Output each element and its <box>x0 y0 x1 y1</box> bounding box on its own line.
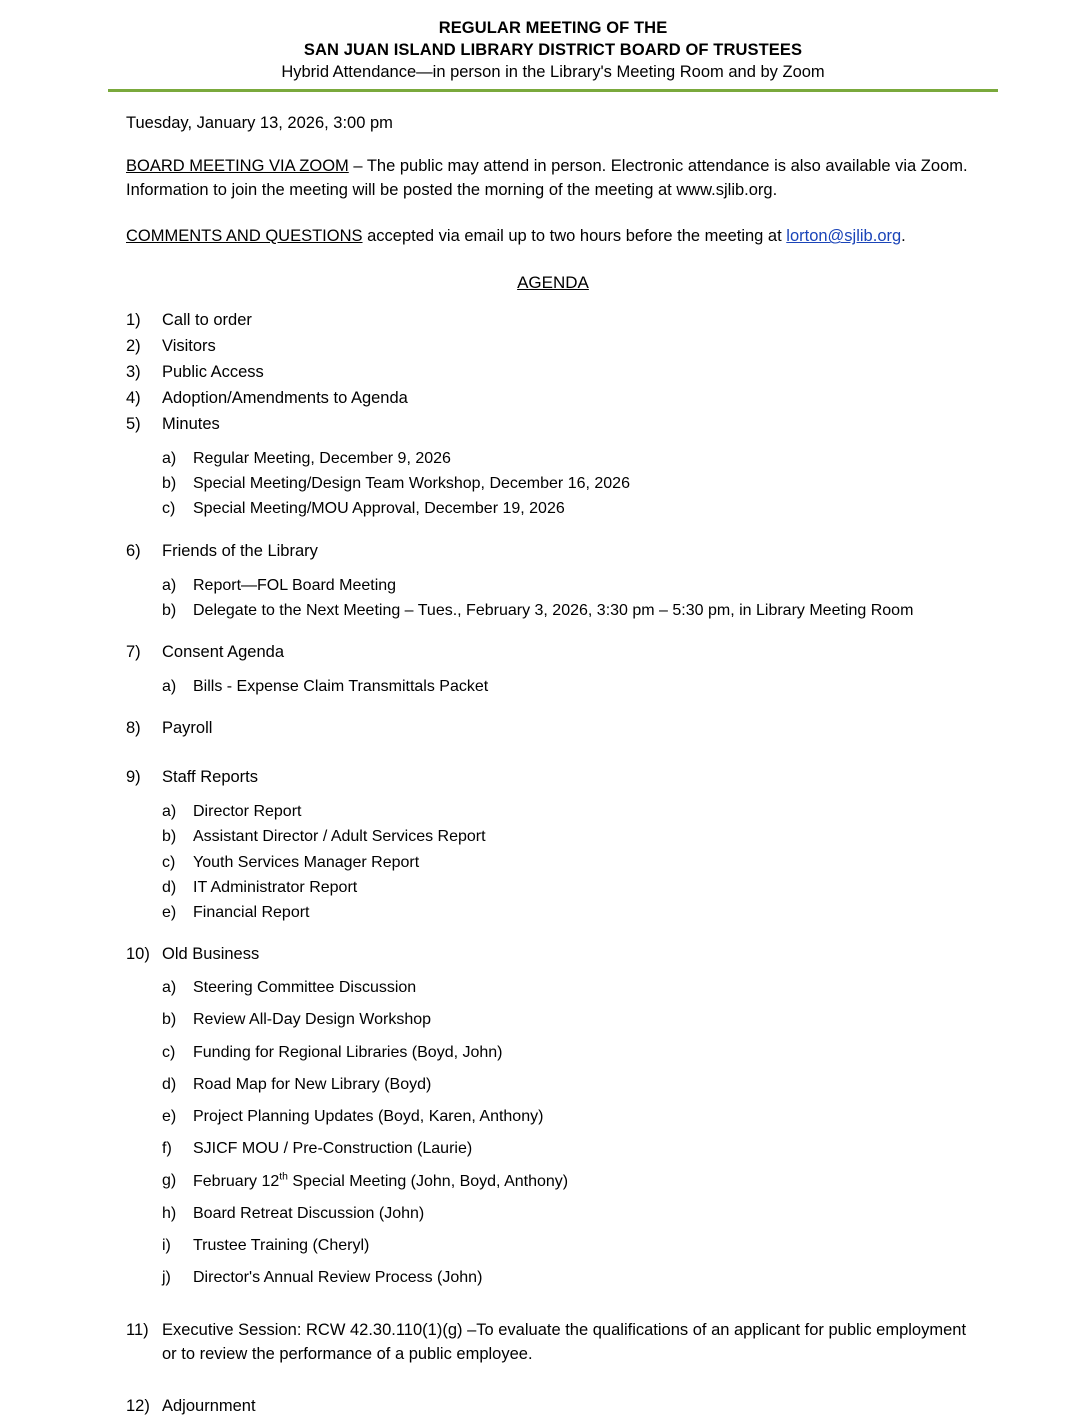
agenda-subitem-label: Director Report <box>193 803 302 821</box>
agenda-subitem <box>162 851 980 874</box>
comments-heading: COMMENTS AND QUESTIONS <box>126 227 363 246</box>
agenda-subitem <box>162 1137 980 1160</box>
agenda-subitem-label: Review All-Day Design Workshop <box>193 1011 432 1029</box>
agenda-item-number: 12) <box>126 1397 150 1416</box>
agenda-item-label: Consent Agenda <box>162 643 285 661</box>
agenda-subitem <box>162 472 980 495</box>
comments-text-after: . <box>901 227 906 246</box>
contact-email-link[interactable]: lorton@sjlib.org <box>786 227 902 246</box>
agenda-item-label: Adjournment <box>162 1397 256 1416</box>
agenda-item-label: Call to order <box>162 311 252 330</box>
agenda-subitem-label: Delegate to the Next Meeting – Tues., February 3, 2026, 3:30 pm – 5:30 pm, in Library Meeting Room <box>193 601 914 619</box>
agenda-subitem-number: h) <box>162 1204 177 1222</box>
agenda-subitem <box>162 447 980 470</box>
agenda-subitem-number: j) <box>162 1269 171 1287</box>
agenda-subitem <box>162 1041 980 1064</box>
agenda-item-number: 5) <box>126 415 141 434</box>
agenda-subitem-number: e) <box>162 903 177 921</box>
agenda-item-number: 11) <box>126 1321 149 1340</box>
agenda-item-label: Old Business <box>162 945 260 964</box>
agenda-sublist-9 <box>162 800 980 924</box>
header-line-2: SAN JUAN ISLAND LIBRARY DISTRICT BOARD OF TRUSTEES <box>303 40 803 59</box>
comments-paragraph <box>126 225 980 249</box>
agenda-item-label: Staff Reports <box>162 768 258 787</box>
ordinal-suffix: th <box>279 1171 288 1183</box>
agenda-subitem-number: a) <box>162 678 177 695</box>
agenda-subitem <box>162 497 980 520</box>
agenda-title: AGENDA <box>517 273 589 293</box>
agenda-item-number: 3) <box>126 363 141 382</box>
agenda-subitem-number: d) <box>162 1075 177 1093</box>
agenda-item-number: 7) <box>126 643 141 661</box>
agenda-subitem-label: Report—FOL Board Meeting <box>193 576 397 594</box>
agenda-subitem <box>162 1266 980 1289</box>
agenda-subitem-label: Financial Report <box>193 903 310 921</box>
agenda-item-number: 6) <box>126 541 141 560</box>
agenda-subitem-number: a) <box>162 576 177 594</box>
agenda-subitem-label: Regular Meeting, December 9, 2026 <box>193 450 451 468</box>
meeting-date: Tuesday, January 13, 2026, 3:00 pm <box>126 114 393 133</box>
agenda-subitem <box>162 1105 980 1128</box>
agenda-item-number: 10) <box>126 945 150 964</box>
agenda-subitem-label: Director's Annual Review Process (John) <box>193 1269 483 1287</box>
agenda-subitem-number: e) <box>162 1107 177 1125</box>
agenda-subitem <box>162 1169 980 1193</box>
agenda-item-label: Friends of the Library <box>162 541 318 560</box>
agenda-item-11 <box>126 1319 980 1367</box>
agenda-item-2 <box>126 337 980 356</box>
agenda-item-1 <box>126 311 980 330</box>
agenda-item-7 <box>126 643 980 698</box>
agenda-item-8 <box>126 719 980 738</box>
agenda-sublist-10 <box>162 976 980 1289</box>
agenda-item-label: Adoption/Amendments to Agenda <box>162 389 408 408</box>
agenda-subitem <box>162 599 980 622</box>
agenda-subitem <box>162 976 980 999</box>
agenda-subitem-number: b) <box>162 475 177 493</box>
agenda-subitem-label: Funding for Regional Libraries (Boyd, John) <box>193 1043 503 1061</box>
agenda-subitem <box>162 574 980 597</box>
agenda-item-number: 9) <box>126 768 141 787</box>
agenda-subitem <box>162 1202 980 1225</box>
agenda-subitem-number: c) <box>162 853 176 871</box>
agenda-item-12 <box>126 1397 980 1416</box>
agenda-item-number: 2) <box>126 337 141 356</box>
agenda-subitem-number: a) <box>162 450 177 468</box>
agenda-subitem <box>162 901 980 924</box>
agenda-item-6 <box>126 542 980 622</box>
agenda-item-number: 4) <box>126 389 141 408</box>
agenda-item-5 <box>126 415 980 521</box>
agenda-subitem <box>162 876 980 899</box>
comments-text-before: accepted via email up to two hours before the meeting at <box>362 227 787 246</box>
agenda-subitem-label: Board Retreat Discussion (John) <box>193 1204 425 1222</box>
agenda-subitem-label: Steering Committee Discussion <box>193 979 417 997</box>
agenda-subitem <box>162 825 980 848</box>
agenda-subitem-number: i) <box>162 1236 171 1254</box>
document-header <box>126 18 980 83</box>
agenda-subitem-label: Bills - Expense Claim Transmittals Packet <box>193 678 489 695</box>
agenda-item-10 <box>126 945 980 1289</box>
agenda-subitem <box>162 800 980 823</box>
header-line-1: REGULAR MEETING OF THE <box>438 19 668 37</box>
agenda-item-4 <box>126 389 980 408</box>
agenda-item-number: 1) <box>126 311 141 330</box>
header-divider <box>108 89 998 92</box>
agenda-item-label: Public Access <box>162 363 264 382</box>
agenda-item-label: Payroll <box>162 719 213 738</box>
agenda-subitem-number: c) <box>162 500 176 518</box>
agenda-sublist-5 <box>162 447 980 521</box>
agenda-subitem-number: b) <box>162 601 177 619</box>
agenda-subitem-number: g) <box>162 1172 177 1190</box>
agenda-subitem-number: b) <box>162 828 177 846</box>
agenda-item-label: Executive Session: RCW 42.30.110(1)(g) –To evaluate the qualifications of an applicant for public employment or to review the performance of a public employee. <box>162 1321 967 1364</box>
agenda-subitem-label: Assistant Director / Adult Services Report <box>193 828 486 846</box>
zoom-text: – The public may attend in person. Electronic attendance is also available via Zoom. Information to join the meeting will be posted the morning of the meeting at www.sjlib.org. <box>126 157 968 200</box>
agenda-subitem-label: Special Meeting/Design Team Workshop, December 16, 2026 <box>193 475 630 493</box>
agenda-sublist-7 <box>162 675 980 698</box>
agenda-subitem-number: f) <box>162 1140 172 1158</box>
agenda-subitem-number: b) <box>162 1011 177 1029</box>
agenda-item-label: Minutes <box>162 415 220 434</box>
agenda-item-9 <box>126 768 980 924</box>
agenda-subitem-label: IT Administrator Report <box>193 878 358 896</box>
agenda-subitem-label: Project Planning Updates (Boyd, Karen, Anthony) <box>193 1107 544 1125</box>
agenda-item-number: 8) <box>126 719 141 738</box>
agenda-item-label: Visitors <box>162 337 216 356</box>
agenda-subitem-label: Youth Services Manager Report <box>193 853 420 871</box>
agenda-subitem-number: a) <box>162 803 177 821</box>
agenda-subitem-number: a) <box>162 979 177 997</box>
agenda-subitem <box>162 1073 980 1096</box>
agenda-subitem <box>162 1008 980 1031</box>
agenda-subitem-number: d) <box>162 878 177 896</box>
zoom-heading: BOARD MEETING VIA ZOOM <box>126 157 349 176</box>
agenda-subitem-label: SJICF MOU / Pre-Construction (Laurie) <box>193 1140 473 1158</box>
agenda-subitem-label: Special Meeting/MOU Approval, December 19, 2026 <box>193 500 565 518</box>
agenda-subitem <box>162 1234 980 1257</box>
agenda-subitem-number: c) <box>162 1043 176 1061</box>
agenda-item-3 <box>126 363 980 382</box>
agenda-subitem-label: Trustee Training (Cheryl) <box>193 1236 370 1254</box>
agenda-list <box>126 311 980 1416</box>
agenda-subitem-label: Road Map for New Library (Boyd) <box>193 1075 432 1093</box>
agenda-subitem-label: February 12th Special Meeting (John, Boyd, Anthony) <box>193 1171 569 1190</box>
agenda-sublist-6 <box>162 574 980 622</box>
zoom-paragraph <box>126 155 980 203</box>
header-line-3: Hybrid Attendance—in person in the Library's Meeting Room and by Zoom <box>281 62 825 81</box>
agenda-subitem <box>162 675 980 698</box>
